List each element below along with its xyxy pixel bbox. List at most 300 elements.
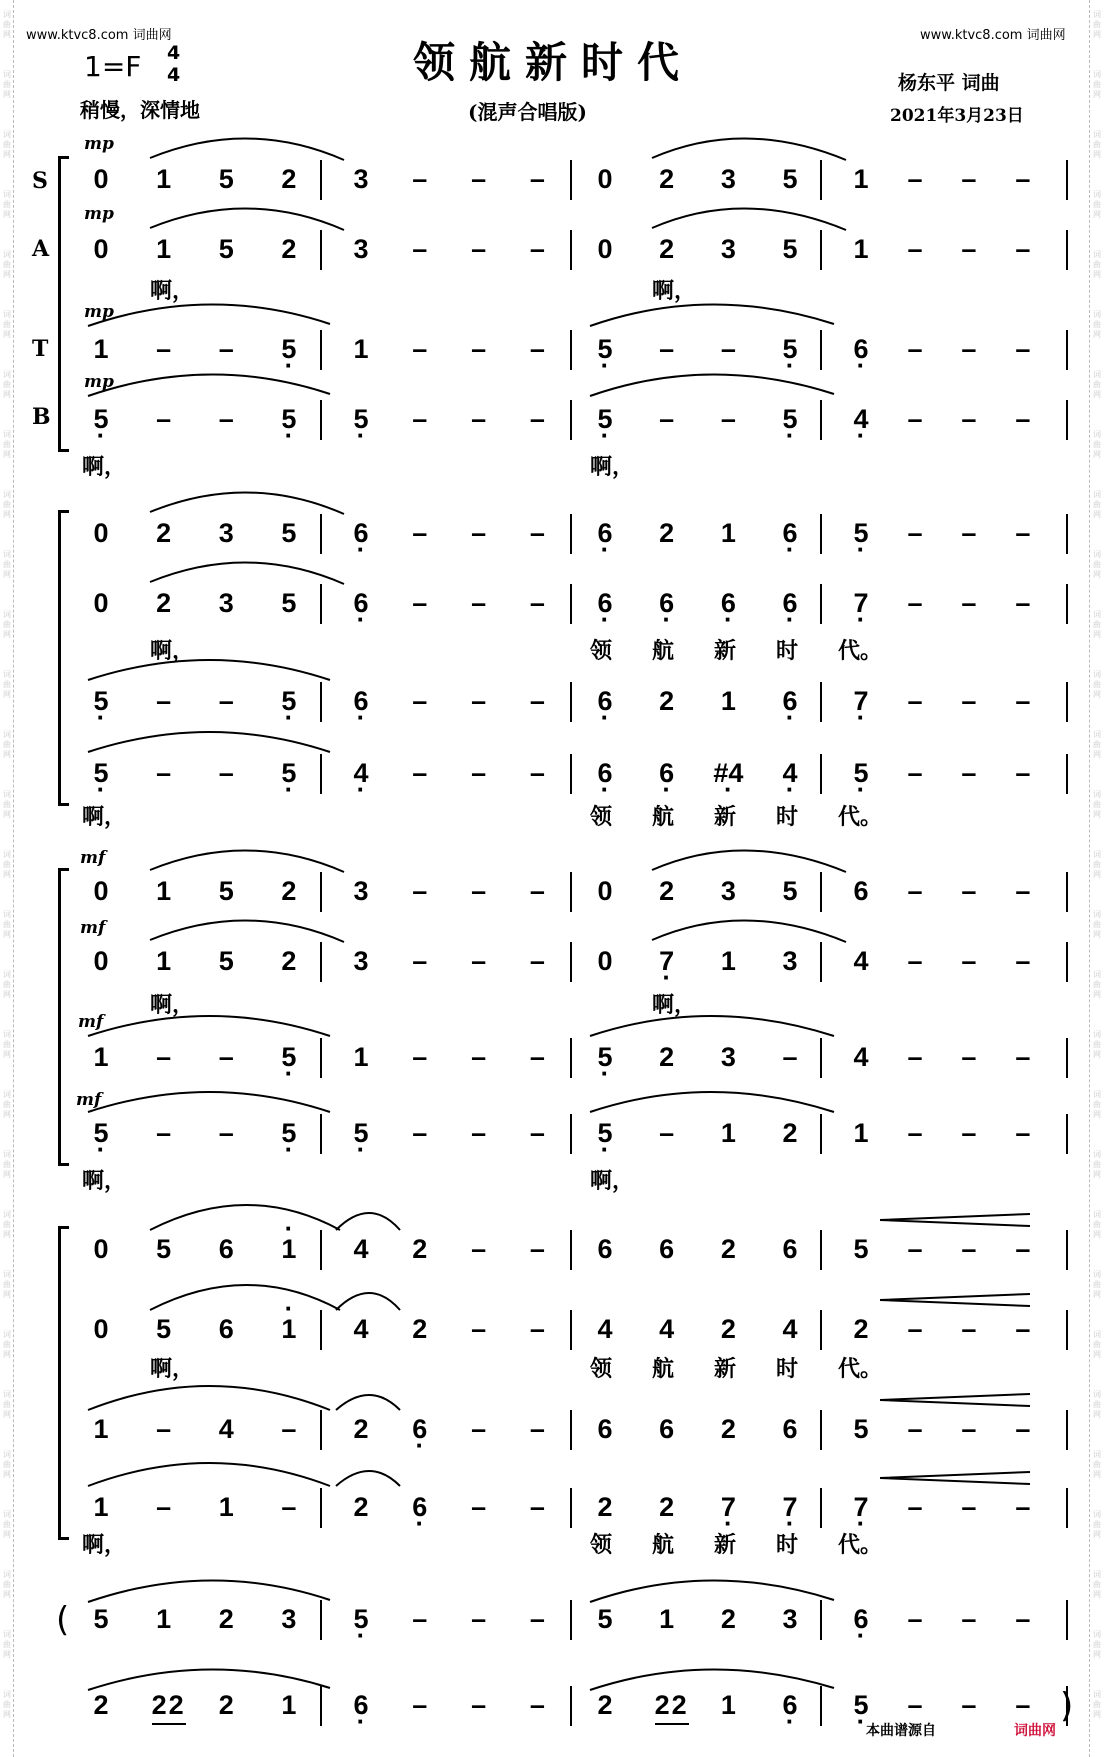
note: – — [412, 758, 428, 788]
note: 5 · — [274, 1118, 304, 1148]
slur — [590, 1580, 834, 1602]
note: 2 — [597, 1690, 613, 1720]
note: 5 — [853, 1234, 869, 1264]
note: 6 · — [590, 518, 620, 548]
note: 4 · — [346, 758, 376, 788]
note: 6 · — [346, 1690, 376, 1720]
note: – — [961, 588, 977, 618]
note: 7 · — [846, 1492, 876, 1522]
part-label-bass: B — [32, 404, 51, 430]
source-site-link[interactable]: 词曲网 — [1014, 1723, 1056, 1739]
note: 2 — [412, 1234, 428, 1264]
slur — [88, 660, 330, 680]
note: 6 — [597, 1234, 613, 1264]
dynamic-mf-b: mf — [76, 1090, 102, 1110]
margin-watermark: 词 曲 网 — [3, 610, 11, 639]
note: 2 — [353, 1414, 369, 1444]
note: – — [907, 876, 923, 906]
note: 6 · — [590, 588, 620, 618]
margin-watermark: 词 曲 网 — [3, 370, 11, 399]
slur — [652, 920, 846, 942]
note: 6 · — [590, 686, 620, 716]
note: – — [529, 946, 545, 976]
note: 3 — [281, 1604, 297, 1634]
note: – — [907, 1690, 923, 1720]
note: 2 — [659, 234, 675, 264]
note: 2 — [218, 1690, 234, 1720]
note: 3 — [353, 876, 369, 906]
note: 6 · — [652, 588, 682, 618]
note: 6 — [597, 1414, 613, 1444]
note: 1 — [659, 1604, 675, 1634]
lyric-syllable: 领 — [590, 804, 613, 830]
note: 2 — [659, 686, 675, 716]
note: 5 — [782, 234, 798, 264]
margin-watermark: 词 曲 网 — [1093, 130, 1101, 159]
note: 5 · — [274, 334, 304, 364]
margin-watermark: 词 曲 网 — [3, 850, 11, 879]
note: 5 — [782, 164, 798, 194]
note: 2 — [720, 1414, 736, 1444]
lyric-syllable: 啊， — [150, 992, 195, 1018]
note: 4 — [782, 1314, 798, 1344]
note: 6 — [659, 1414, 675, 1444]
note: – — [659, 404, 675, 434]
note: – — [1015, 1492, 1031, 1522]
note: 1 — [353, 334, 369, 364]
note: 1 — [156, 876, 172, 906]
note: 5 — [156, 1234, 172, 1264]
margin-watermark: 词 曲 网 — [1093, 1390, 1101, 1419]
lyric-syllable: 时 — [776, 804, 799, 830]
note: 5 · — [86, 404, 116, 434]
date-credit: 2021年3月23日 — [890, 106, 1024, 126]
key-signature: 1=F — [84, 50, 142, 83]
note: – — [471, 946, 487, 976]
margin-watermark: 词 曲 网 — [1093, 70, 1101, 99]
note: 1 — [93, 1042, 109, 1072]
note: 4 — [853, 1042, 869, 1072]
note: 5 · — [346, 404, 376, 434]
note: – — [471, 1604, 487, 1634]
note: – — [471, 1690, 487, 1720]
margin-watermark: 词 曲 网 — [3, 10, 11, 39]
margin-watermark: 词 曲 网 — [3, 1270, 11, 1299]
margin-watermark: 词 曲 网 — [1093, 790, 1101, 819]
note: 1 — [156, 946, 172, 976]
note: 2 — [353, 1492, 369, 1522]
note: 2 — [156, 588, 172, 618]
note: 3 — [782, 1604, 798, 1634]
note: – — [961, 1118, 977, 1148]
note: – — [471, 758, 487, 788]
margin-watermark: 词 曲 网 — [1093, 1150, 1101, 1179]
note: 6 — [218, 1314, 234, 1344]
note: – — [471, 1118, 487, 1148]
note: – — [907, 1492, 923, 1522]
crescendo-hairpin — [880, 1394, 1030, 1406]
note: – — [907, 946, 923, 976]
slur — [88, 1463, 330, 1486]
note: – — [471, 234, 487, 264]
note: 5 · — [590, 334, 620, 364]
note: 4 — [659, 1314, 675, 1344]
slur — [150, 208, 344, 230]
time-signature-bottom: 4 — [167, 64, 181, 86]
note: 1 — [720, 686, 736, 716]
margin-watermark: 词 曲 网 — [3, 1630, 11, 1659]
note: 5 · — [86, 1118, 116, 1148]
note: 5 · — [86, 686, 116, 716]
slur — [88, 1092, 330, 1112]
note: – — [218, 334, 234, 364]
note: 0 — [93, 518, 109, 548]
note: 22 — [652, 1690, 692, 1720]
note: 0 — [597, 876, 613, 906]
note: – — [961, 1414, 977, 1444]
note: 0 — [597, 164, 613, 194]
note: 5 · — [846, 758, 876, 788]
song-title: 领航新时代 — [413, 38, 694, 87]
note: – — [1015, 1118, 1031, 1148]
note: – — [471, 686, 487, 716]
note: – — [471, 1492, 487, 1522]
margin-watermark: 词 曲 网 — [3, 1150, 11, 1179]
note: – — [218, 1042, 234, 1072]
note: 1 — [853, 164, 869, 194]
note: – — [907, 1118, 923, 1148]
slur — [336, 1395, 400, 1410]
note: 2 — [720, 1234, 736, 1264]
margin-watermark: 词 曲 网 — [3, 490, 11, 519]
note: 6 · — [846, 1604, 876, 1634]
note: – — [659, 1118, 675, 1148]
margin-watermark: 词 曲 网 — [1093, 310, 1101, 339]
lyric-syllable: 航 — [652, 1532, 675, 1558]
note: 5 — [156, 1314, 172, 1344]
note: 3 — [720, 164, 736, 194]
note: 2 — [597, 1492, 613, 1522]
lyric-syllable: 代。 — [838, 638, 883, 664]
note: – — [1015, 334, 1031, 364]
note: 5 · — [274, 686, 304, 716]
note: – — [961, 404, 977, 434]
note: – — [961, 946, 977, 976]
note: – — [471, 1414, 487, 1444]
note: – — [218, 758, 234, 788]
note: 7 · — [846, 686, 876, 716]
note: – — [471, 1314, 487, 1344]
note: 4 — [353, 1314, 369, 1344]
slur — [88, 1386, 330, 1410]
margin-watermark: 词 曲 网 — [3, 430, 11, 459]
note: · 1 — [274, 1234, 304, 1264]
margin-watermark: 词 曲 网 — [1093, 730, 1101, 759]
note: 6 — [782, 1234, 798, 1264]
lyric-syllable: 航 — [652, 1356, 675, 1382]
note: 1 — [720, 518, 736, 548]
note: – — [529, 876, 545, 906]
note: 6 · — [346, 686, 376, 716]
lyric-syllable: 啊， — [150, 1356, 195, 1382]
lyric-syllable: 航 — [652, 638, 675, 664]
note: – — [471, 1042, 487, 1072]
note: 1 — [853, 1118, 869, 1148]
lyric-syllable: 新 — [714, 804, 737, 830]
lyric-syllable: 啊， — [590, 1168, 635, 1194]
time-signature-top: 4 — [167, 42, 181, 64]
note: – — [720, 334, 736, 364]
note: 2 — [156, 518, 172, 548]
note: – — [907, 588, 923, 618]
note: 6 — [853, 876, 869, 906]
margin-watermark: 词 曲 网 — [3, 190, 11, 219]
lyric-syllable: 领 — [590, 1532, 613, 1558]
note: 5 — [93, 1604, 109, 1634]
note: 4 — [853, 946, 869, 976]
slur — [336, 1471, 400, 1486]
note: 3 — [782, 946, 798, 976]
slur — [590, 1669, 834, 1690]
note: 6 · — [775, 1690, 805, 1720]
slur — [590, 374, 834, 396]
margin-watermark: 词 曲 网 — [1093, 370, 1101, 399]
note: – — [156, 1042, 172, 1072]
note: – — [720, 404, 736, 434]
note: – — [907, 1234, 923, 1264]
note: – — [412, 234, 428, 264]
slur — [150, 920, 344, 942]
note: – — [1015, 588, 1031, 618]
note: 0 — [597, 234, 613, 264]
note: – — [412, 1042, 428, 1072]
slur — [150, 492, 344, 514]
margin-watermark: 词 曲 网 — [3, 70, 11, 99]
note: – — [156, 686, 172, 716]
note: 1 — [156, 234, 172, 264]
note: 5 — [281, 588, 297, 618]
note: 1 — [353, 1042, 369, 1072]
note: – — [529, 1414, 545, 1444]
note: – — [471, 334, 487, 364]
lyric-syllable: 时 — [776, 1532, 799, 1558]
slur — [150, 1285, 340, 1310]
repeat-close-paren: ) — [1060, 1686, 1074, 1726]
note: 2 — [218, 1604, 234, 1634]
note: 3 — [720, 234, 736, 264]
note: 1 — [156, 1604, 172, 1634]
note: – — [907, 1414, 923, 1444]
note: – — [412, 518, 428, 548]
note: 5 — [281, 518, 297, 548]
note: 2 — [281, 164, 297, 194]
note: – — [907, 758, 923, 788]
note: 2 — [281, 946, 297, 976]
note: – — [961, 1314, 977, 1344]
note: 5 · — [590, 1042, 620, 1072]
lyric-syllable: 啊， — [82, 804, 127, 830]
margin-watermark: 词 曲 网 — [1093, 1570, 1101, 1599]
note: – — [471, 876, 487, 906]
margin-watermark: 词 曲 网 — [3, 250, 11, 279]
note: 0 — [93, 946, 109, 976]
note: – — [412, 588, 428, 618]
slur — [336, 1293, 400, 1310]
note: #4 · — [713, 758, 743, 788]
note: 5 · — [86, 758, 116, 788]
margin-watermark: 词 曲 网 — [3, 1030, 11, 1059]
note: 1 — [720, 1690, 736, 1720]
note: – — [412, 164, 428, 194]
note: 6 · — [346, 588, 376, 618]
note: 6 · — [846, 334, 876, 364]
note: 3 — [353, 234, 369, 264]
note: 2 — [782, 1118, 798, 1148]
note: 5 · — [846, 1690, 876, 1720]
note: – — [907, 518, 923, 548]
crescendo-hairpin — [880, 1294, 1030, 1306]
margin-watermark: 词 曲 网 — [3, 1090, 11, 1119]
tempo-marking: 稍慢，深情地 — [80, 98, 200, 122]
note: 2 — [659, 164, 675, 194]
note: – — [471, 588, 487, 618]
note: – — [529, 404, 545, 434]
note: – — [907, 164, 923, 194]
dynamic-mp-t: mp — [84, 302, 114, 322]
margin-watermark: 词 曲 网 — [3, 1210, 11, 1239]
note: 22 — [149, 1690, 189, 1720]
note: 4 · — [775, 758, 805, 788]
margin-watermark: 词 曲 网 — [3, 1690, 11, 1719]
note: 2 — [659, 1492, 675, 1522]
note: – — [961, 1234, 977, 1264]
note: 7 · — [775, 1492, 805, 1522]
note: 2 — [853, 1314, 869, 1344]
note: – — [529, 1690, 545, 1720]
note: 3 — [720, 876, 736, 906]
crescendo-hairpin — [880, 1472, 1030, 1484]
note: – — [529, 518, 545, 548]
note: 6 · — [713, 588, 743, 618]
note: – — [281, 1492, 297, 1522]
lyric-syllable: 啊， — [652, 992, 697, 1018]
dynamic-mf-s: mf — [80, 848, 106, 868]
note: – — [961, 1042, 977, 1072]
note: 3 — [218, 588, 234, 618]
note: – — [218, 404, 234, 434]
note: – — [961, 1690, 977, 1720]
note: 5 — [782, 876, 798, 906]
lyric-syllable: 啊， — [82, 1532, 127, 1558]
note: 7 · — [713, 1492, 743, 1522]
repeat-open-paren: ( — [56, 1600, 70, 1640]
note: 5 — [218, 234, 234, 264]
note: – — [156, 404, 172, 434]
margin-watermark: 词 曲 网 — [1093, 610, 1101, 639]
note: 2 — [281, 234, 297, 264]
note: – — [529, 588, 545, 618]
note: – — [1015, 1690, 1031, 1720]
note: – — [1015, 164, 1031, 194]
lyric-syllable: 啊， — [82, 454, 127, 480]
note: – — [961, 518, 977, 548]
margin-watermark: 词 曲 网 — [3, 970, 11, 999]
note: 5 · — [846, 518, 876, 548]
note: 1 — [93, 1414, 109, 1444]
margin-watermark: 词 曲 网 — [3, 790, 11, 819]
author-credit: 杨东平 词曲 — [898, 72, 1000, 94]
slur — [88, 1580, 330, 1602]
note: – — [961, 334, 977, 364]
note: – — [961, 876, 977, 906]
note: 1 — [93, 334, 109, 364]
lyric-syllable: 领 — [590, 638, 613, 664]
margin-watermark: 词 曲 网 — [1093, 1450, 1101, 1479]
note: 6 · — [346, 518, 376, 548]
note: 2 — [720, 1314, 736, 1344]
note: – — [907, 334, 923, 364]
slur — [590, 1016, 834, 1036]
slur — [150, 138, 344, 160]
note: – — [1015, 234, 1031, 264]
note: 2 — [412, 1314, 428, 1344]
note: 5 · — [775, 334, 805, 364]
note: – — [961, 686, 977, 716]
lyric-syllable: 领 — [590, 1356, 613, 1382]
margin-watermark: 词 曲 网 — [3, 910, 11, 939]
lyric-syllable: 时 — [776, 1356, 799, 1382]
margin-watermark: 词 曲 网 — [3, 1450, 11, 1479]
slur — [150, 562, 344, 584]
note: – — [1015, 1314, 1031, 1344]
note: – — [1015, 1604, 1031, 1634]
note: 2 — [659, 876, 675, 906]
margin-watermark: 词 曲 网 — [1093, 1630, 1101, 1659]
note: 2 — [281, 876, 297, 906]
slur — [88, 1669, 330, 1690]
note: 5 · — [274, 404, 304, 434]
note: – — [1015, 404, 1031, 434]
dynamic-mp-s: mp — [84, 134, 114, 154]
note: 1 — [218, 1492, 234, 1522]
note: – — [529, 334, 545, 364]
lyric-syllable: 代。 — [838, 1356, 883, 1382]
margin-watermark: 词 曲 网 — [3, 1510, 11, 1539]
slur — [150, 1205, 340, 1230]
note: – — [412, 1690, 428, 1720]
margin-watermark: 词 曲 网 — [1093, 1510, 1101, 1539]
margin-watermark: 词 曲 网 — [3, 550, 11, 579]
lyric-syllable: 啊， — [82, 1168, 127, 1194]
note: – — [529, 758, 545, 788]
note: 5 — [218, 164, 234, 194]
note: – — [281, 1414, 297, 1444]
note: 5 — [597, 1604, 613, 1634]
note: 5 — [853, 1414, 869, 1444]
note: 6 · — [590, 758, 620, 788]
note: – — [907, 404, 923, 434]
margin-watermark: 词 曲 网 — [1093, 910, 1101, 939]
note: – — [218, 686, 234, 716]
note: – — [529, 164, 545, 194]
note: · 1 — [274, 1314, 304, 1344]
note: – — [961, 758, 977, 788]
lyric-syllable: 啊， — [652, 278, 697, 304]
margin-watermark: 词 曲 网 — [3, 130, 11, 159]
note: 0 — [93, 234, 109, 264]
note: – — [1015, 686, 1031, 716]
lyric-syllable: 啊， — [150, 278, 195, 304]
